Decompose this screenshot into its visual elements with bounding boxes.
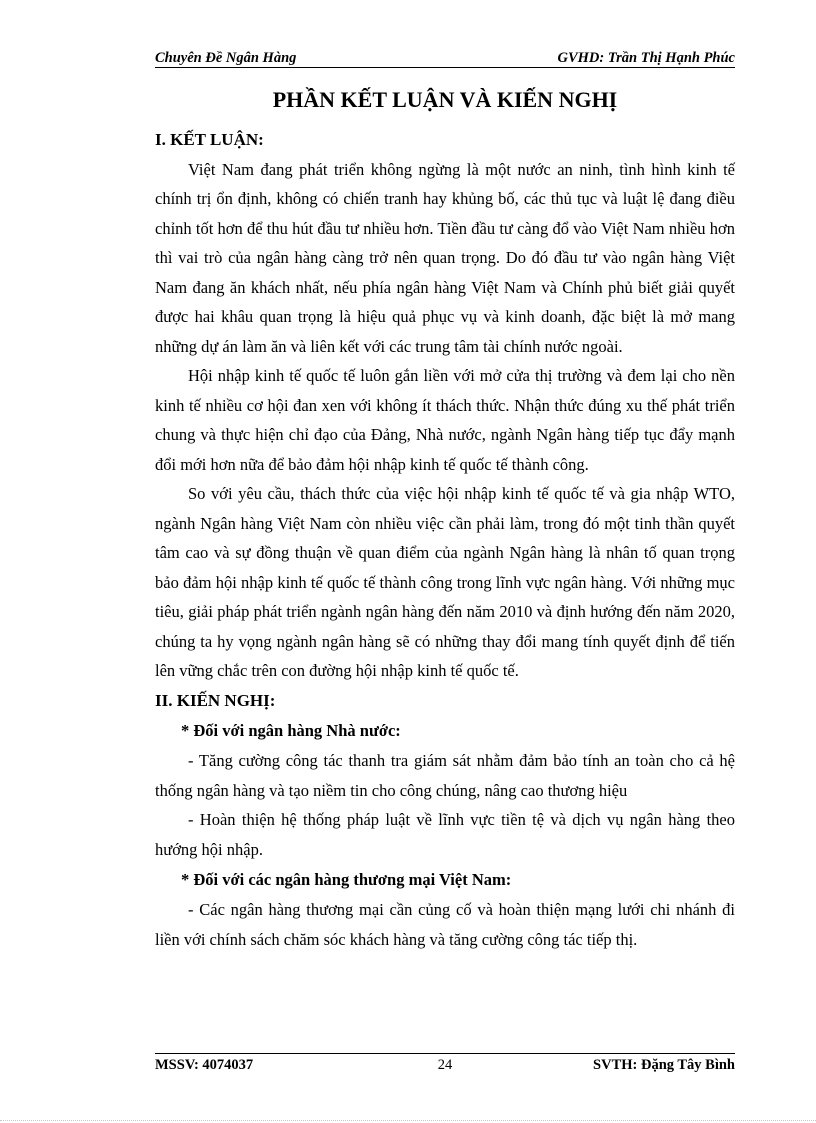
section-heading-recommendations: II. KIẾN NGHỊ: [155,690,276,710]
section-heading-conclusion: I. KẾT LUẬN: [155,130,264,149]
page-number: 24 [437,1057,453,1073]
header-document-type: Chuyên Đề Ngân Hàng [155,50,297,66]
list-item: - Các ngân hàng thương mại cần củng cố và hoàn thiện mạng lưới chi nhánh đi liền với chính sách chăm sóc khách hàng và tăng cường công tác tiếp thị. [155,900,735,949]
page-title: PHẦN KẾT LUẬN VÀ KIẾN NGHỊ [272,87,618,112]
paragraph: So với yêu cầu, thách thức của việc hội nhập kinh tế quốc tế và gia nhập WTO, ngành Ngân hàng Việt Nam còn nhiều việc cần phải làm, trong đó một tinh thần quyết tâm cao và sự đồng thuận về quan điểm của ngành Ngân hàng là nhân tố quan trọng bảo đảm hội nhập kinh tế quốc tế thành công trong lĩnh vực ngân hàng. Với những mục tiêu, giải pháp phát triển ngành ngân hàng đến năm 2010 và định hướng đến năm 2020, chúng ta hy vọng ngành ngân hàng sẽ có những thay đổi mang tính quyết định để tiến lên vững chắc trên con đường hội nhập kinh tế quốc tế. [155,484,735,680]
page-bottom-divider [0,1120,816,1121]
paragraph: Việt Nam đang phát triển không ngừng là một nước an ninh, tình hình kinh tế chính trị ổn định, không có chiến tranh hay khủng bố, các thủ tục và luật lệ đang điều chỉnh tốt hơn để thu hút đầu tư nhiều hơn. Tiền đầu tư càng đổ vào Việt Nam nhiều hơn thì vai trò của ngân hàng càng trở nên quan trọng. Do đó đầu tư vào ngân hàng Việt Nam đang ăn khách nhất, nếu phía ngân hàng Việt Nam và Chính phủ biết giải quyết được hai khâu quan trọng là hiệu quả phục vụ và kinh doanh, đặc biệt là mở mang những dự án làm ăn và liên kết với các trung tâm tài chính nước ngoài. [155,159,735,356]
subheading-state-bank: * Đối với ngân hàng Nhà nước: [181,721,401,740]
document-body [155,125,735,954]
list-item: - Tăng cường công tác thanh tra giám sát nhằm đảm bảo tính an toàn cho cả hệ thống ngân hàng và tạo niềm tin cho công chúng, nâng cao thương hiệu [155,751,735,800]
subheading-commercial-banks: * Đối với các ngân hàng thương mại Việt Nam: [181,870,512,889]
list-item: - Hoàn thiện hệ thống pháp luật về lĩnh vực tiền tệ và dịch vụ ngân hàng theo hướng hội nhập. [155,810,735,859]
page-footer [155,1053,735,1076]
footer-student-id: MSSV: 4074037 [155,1057,254,1073]
header-advisor: GVHD: Trần Thị Hạnh Phúc [557,50,735,66]
page-header [155,50,735,68]
paragraph: Hội nhập kinh tế quốc tế luôn gắn liền với mở cửa thị trường và đem lại cho nền kinh tế nhiều cơ hội đan xen với không ít thách thức. Nhận thức đúng xu thế phát triển chung và thực hiện chỉ đạo của Đảng, Nhà nước, ngành Ngân hàng tiếp tục đẩy mạnh đổi mới hơn nữa để bảo đảm hội nhập kinh tế quốc tế thành công. [155,366,735,474]
footer-student-name: SVTH: Đặng Tây Bình [593,1057,735,1073]
